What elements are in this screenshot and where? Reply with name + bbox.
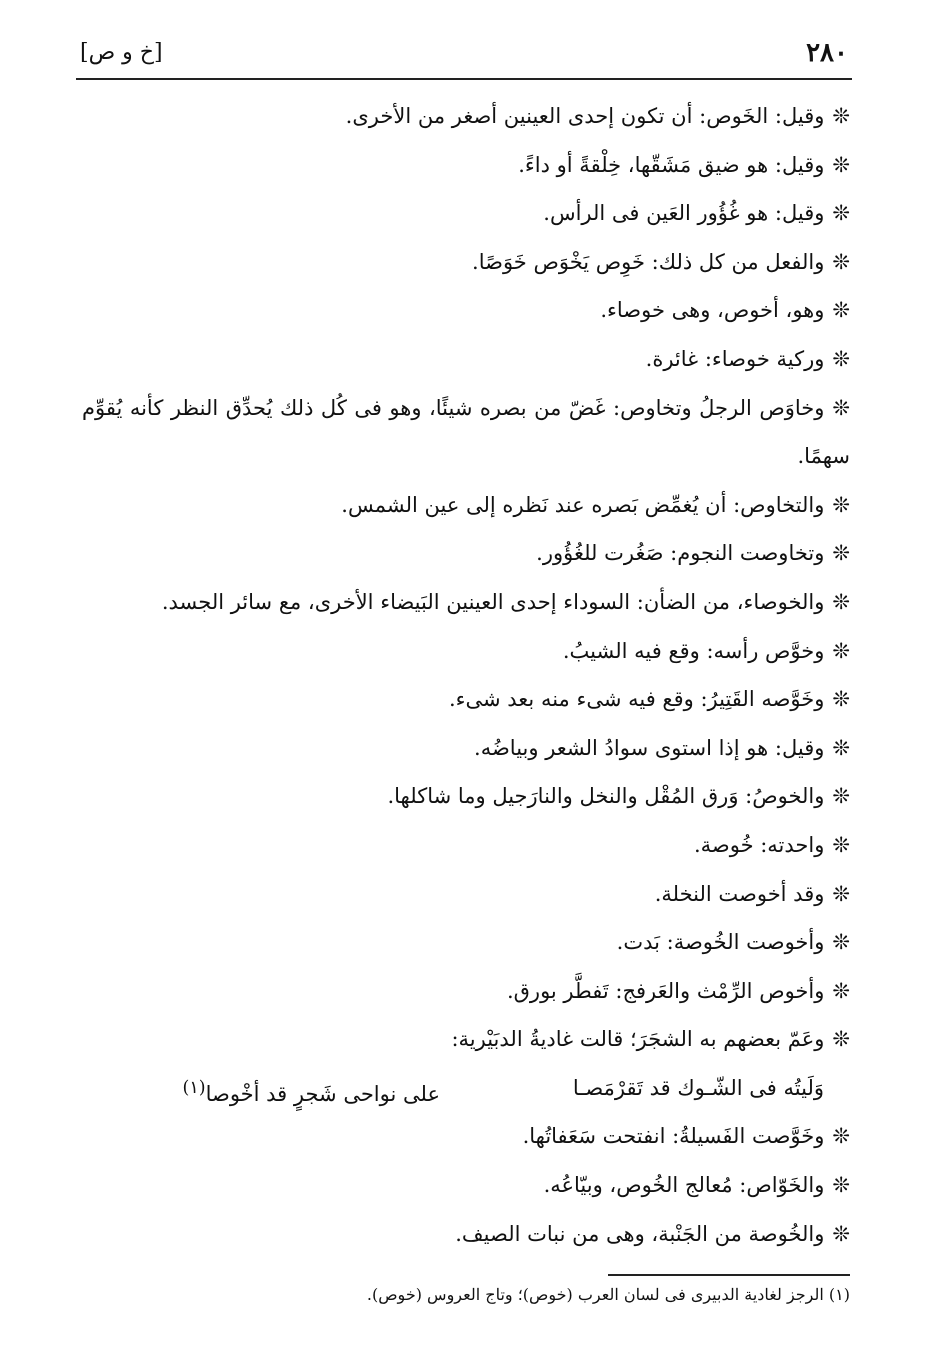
bullet-icon: ❊ — [832, 541, 850, 566]
entry — [82, 578, 850, 627]
entry-text: وأخوص الرِّمْث والعَرفج: تَفطَّر بورق. — [506, 978, 825, 1003]
entry — [82, 772, 850, 821]
page-header — [80, 38, 848, 74]
bullet-icon: ❊ — [832, 930, 850, 955]
bullet-icon: ❊ — [832, 978, 850, 1003]
entry — [82, 286, 850, 335]
entry-text: والخوصاء، من الضأن: السوداء إحدى العينين البَيضاء الأخرى، مع سائر الجسد. — [161, 589, 825, 614]
entry — [82, 627, 850, 676]
entry-text: وعَمّ بعضهم به الشجَرَ؛ قالت غاديةُ الدبَيْرية: — [451, 1027, 825, 1052]
entry-text: والتخاوص: أن يُغمِّض بَصره عند نَظره إلى عين الشمس. — [341, 492, 825, 517]
body-text — [82, 92, 850, 1258]
entry — [82, 821, 850, 870]
entry — [82, 529, 850, 578]
entry — [82, 335, 850, 384]
entry-text: وتخاوصت النجوم: صَغُرت للغُؤُور. — [536, 541, 825, 566]
bullet-icon: ❊ — [832, 735, 850, 760]
bullet-icon: ❊ — [832, 152, 850, 177]
footnote: (١) الرجز لغادية الدبيرى فى لسان العرب (خوص)؛ وتاج العروس (خوص). — [366, 1285, 850, 1304]
entry — [82, 141, 850, 190]
bullet-icon: ❊ — [832, 492, 850, 517]
entry-text: وخوَّص رأسه: وقع فيه الشيبُ. — [562, 638, 825, 663]
entry — [82, 1015, 850, 1064]
verse-hemistich-1: وَلَيتُه فى الشّـوك قد تَقرْمَصـا — [572, 1075, 824, 1100]
entry-text: والخُوصة من الجَنْبة، وهى من نبات الصيف. — [455, 1221, 825, 1246]
entry-text: وقيل: هو غُؤُور العَين فى الرأس. — [543, 201, 825, 226]
entry-text: وقيل: الخَوص: أن تكون إحدى العينين أصغر من الأخرى. — [345, 104, 825, 128]
entry — [82, 384, 850, 481]
entry — [82, 92, 850, 141]
bullet-icon: ❊ — [832, 298, 850, 323]
entry — [82, 1210, 850, 1259]
entry-text: وهو، أخوص، وهى خوصاء. — [600, 298, 825, 323]
entry-text: وخاوَص الرجلُ وتخاوص: غَضّ من بصره شيئًا، وهو فى كُل ذلك يُحدِّق النظر كأنه يُقوِّم سهمًا. — [82, 395, 850, 469]
entry-text: وركية خوصاء: غائرة. — [645, 346, 825, 371]
entry-text: والفعل من كل ذلك: خَوِص يَخْوَص خَوَصًا. — [472, 249, 825, 274]
entry — [82, 918, 850, 967]
entry-text: وخَوَّصه القَتِيرُ: وقع فيه شىء منه بعد شىء. — [448, 687, 825, 712]
entry — [82, 189, 850, 238]
footnote-marker: (١) — [182, 1077, 206, 1098]
bullet-icon: ❊ — [832, 249, 850, 274]
entry — [82, 1161, 850, 1210]
entry — [82, 1112, 850, 1161]
entry-text: وقد أخوصت النخلة. — [654, 881, 825, 906]
bullet-icon: ❊ — [832, 346, 850, 371]
bullet-icon: ❊ — [832, 1221, 850, 1246]
bullet-icon: ❊ — [832, 201, 850, 226]
verse-hemistich-2 — [183, 1064, 440, 1119]
entry — [82, 481, 850, 530]
bullet-icon: ❊ — [832, 687, 850, 712]
bullet-icon: ❊ — [832, 589, 850, 614]
entry — [82, 967, 850, 1016]
verse-line — [82, 1064, 850, 1113]
bullet-icon: ❊ — [832, 881, 850, 906]
bullet-icon: ❊ — [832, 638, 850, 663]
footnote-rule — [608, 1274, 850, 1276]
entry-text: واحدته: خُوصة. — [693, 832, 825, 857]
verse-hemistich-2-text: على نواحى شَجرٍ قد أخْوصا — [205, 1081, 440, 1106]
bullet-icon: ❊ — [832, 784, 850, 809]
entry — [82, 724, 850, 773]
running-head: [خ و ص] — [80, 40, 163, 65]
bullet-icon: ❊ — [832, 395, 850, 420]
entry — [82, 870, 850, 919]
header-rule — [76, 78, 852, 80]
bullet-icon: ❊ — [832, 1124, 850, 1149]
entry-text: وقيل: هو إذا استوى سوادُ الشعر وبياضُه. — [474, 735, 825, 760]
bullet-icon: ❊ — [832, 832, 850, 857]
entry-text: والخوصُ: وَرق المُقْل والنخل والنارَجيل وما شاكلها. — [387, 784, 825, 809]
bullet-icon: ❊ — [832, 1027, 850, 1052]
page-number: ٢٨٠ — [806, 38, 848, 68]
entry-text: والخَوّاص: مُعالج الخُوص، وبيّاعُه. — [543, 1173, 825, 1198]
entry-text: وأخوصت الخُوصة: بَدت. — [616, 930, 825, 955]
entry — [82, 675, 850, 724]
entry-text: وقيل: هو ضيق مَشَقّها، خِلْقةً أو داءً. — [518, 152, 825, 177]
bullet-icon: ❊ — [832, 1173, 850, 1198]
entry — [82, 238, 850, 287]
bullet-icon: ❊ — [832, 104, 850, 128]
entry-text: وخَوَّصت الفَسيلةُ: انفتحت سَعَفاتُها. — [522, 1124, 825, 1149]
